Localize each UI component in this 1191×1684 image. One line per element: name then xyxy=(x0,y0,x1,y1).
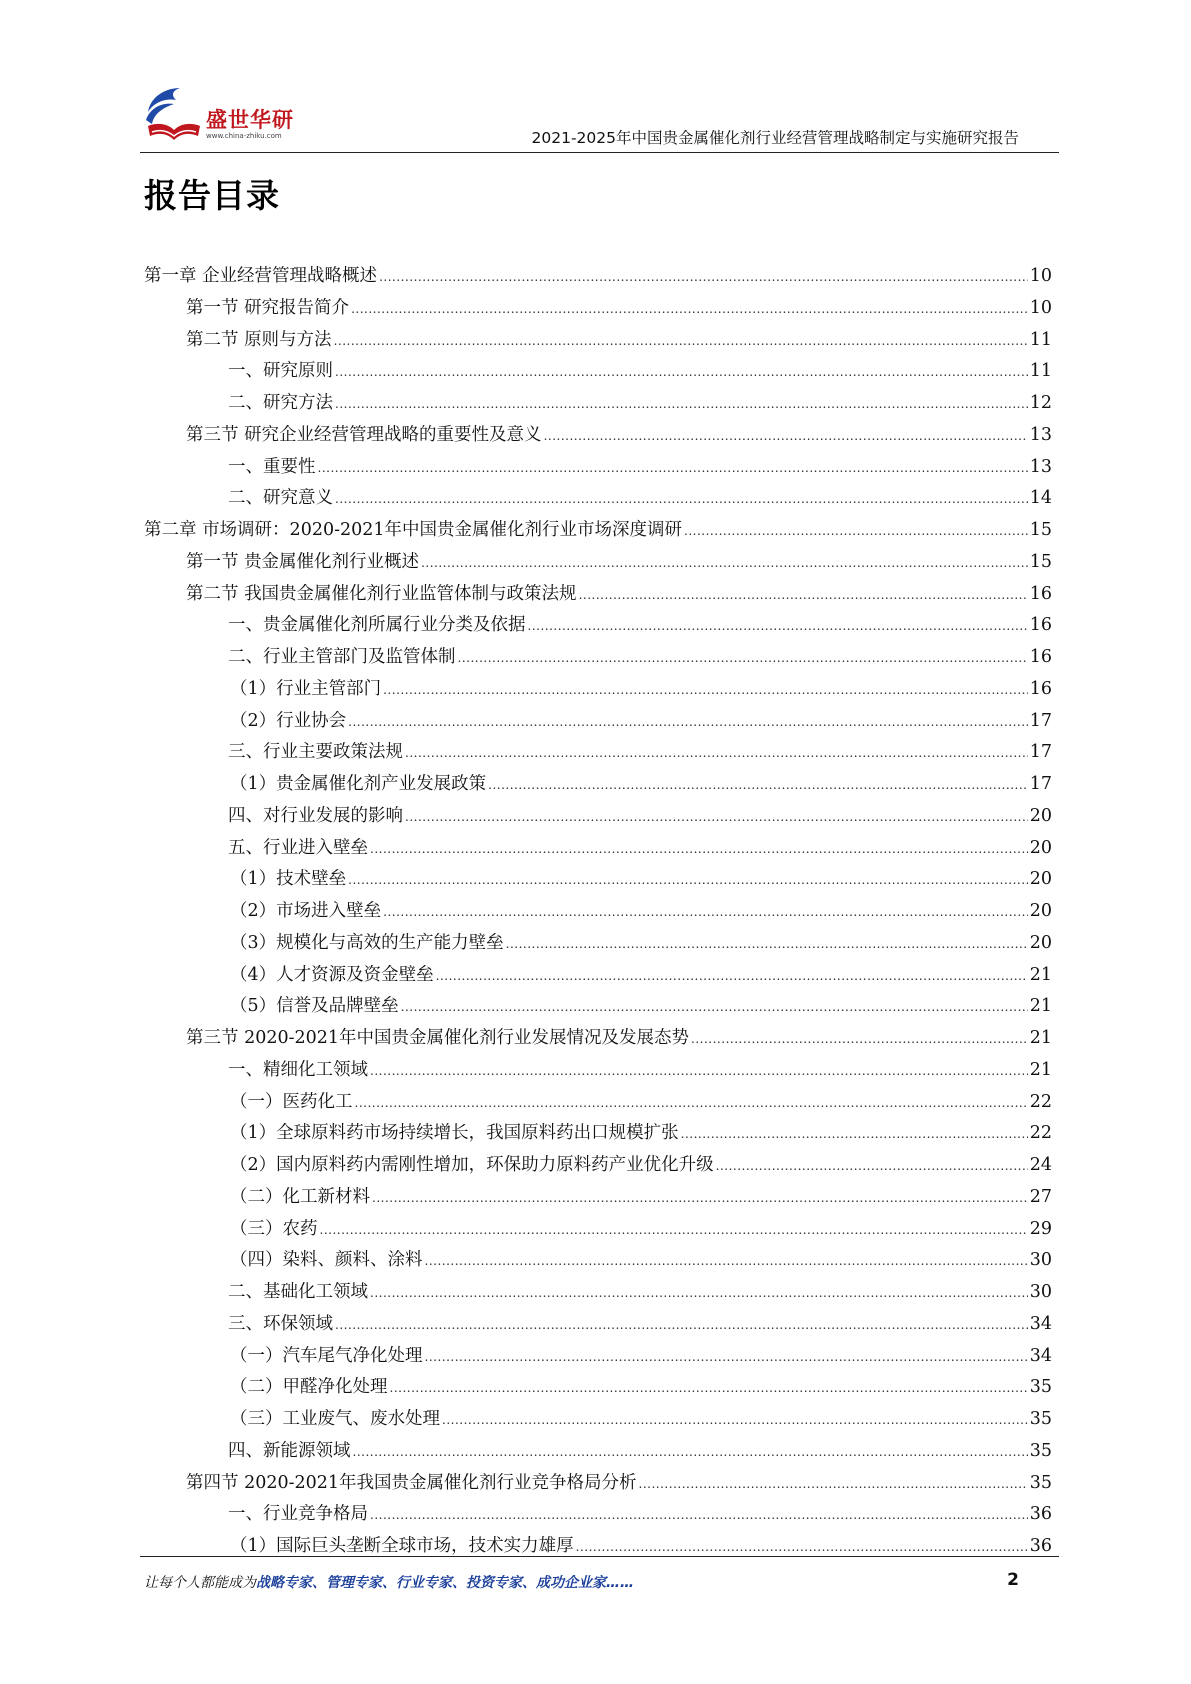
toc-entry-page: 17 xyxy=(1029,774,1052,794)
toc-dot-leader xyxy=(370,1057,1028,1085)
toc-entry-title: 第一章 企业经营管理战略概述 xyxy=(144,266,378,286)
table-of-contents xyxy=(144,262,1052,1564)
toc-entry[interactable] xyxy=(144,865,1052,897)
toc-entry-page: 24 xyxy=(1029,1155,1052,1175)
toc-dot-leader xyxy=(355,1089,1028,1117)
toc-entry-title: （3）规模化与高效的生产能力壁垒 xyxy=(230,932,504,953)
toc-entry-page: 21 xyxy=(1029,1059,1052,1080)
toc-dot-leader xyxy=(390,1374,1028,1402)
toc-dot-leader xyxy=(335,358,1028,386)
toc-entry-title: 第四节 2020-2021年我国贵金属催化剂行业竞争格局分析 xyxy=(186,1472,637,1493)
toc-entry-title: （4）人才资源及资金壁垒 xyxy=(230,964,434,985)
toc-entry[interactable] xyxy=(144,1405,1052,1437)
toc-dot-leader xyxy=(335,390,1028,418)
toc-entry[interactable] xyxy=(144,516,1052,548)
toc-entry-page: 21 xyxy=(1029,1028,1052,1048)
toc-entry[interactable] xyxy=(144,1151,1052,1183)
toc-dot-leader xyxy=(681,1120,1028,1148)
toc-dot-leader xyxy=(425,1247,1028,1275)
toc-entry-page: 30 xyxy=(1029,1282,1052,1302)
toc-dot-leader xyxy=(405,739,1028,767)
toc-entry[interactable] xyxy=(144,1532,1052,1564)
toc-dot-leader xyxy=(383,898,1028,926)
toc-entry-title: 四、新能源领域 xyxy=(228,1440,351,1461)
toc-heading: 报告目录 xyxy=(144,176,280,215)
toc-entry-page: 34 xyxy=(1029,1313,1052,1334)
toc-entry-page: 21 xyxy=(1029,996,1052,1017)
footer-slogan xyxy=(144,1572,634,1592)
toc-entry-page: 36 xyxy=(1029,1504,1052,1525)
logo-name: 盛世华研 xyxy=(206,108,294,132)
toc-entry-page: 16 xyxy=(1029,647,1052,667)
toc-entry-title: （1）全球原料药市场持续增长，我国原料药出口规模扩张 xyxy=(230,1123,679,1144)
toc-dot-leader xyxy=(320,1216,1028,1244)
toc-entry-page: 35 xyxy=(1029,1377,1052,1398)
toc-dot-leader xyxy=(335,1311,1028,1339)
toc-entry-title: 二、行业主管部门及监管体制 xyxy=(228,647,456,667)
toc-entry[interactable] xyxy=(144,1469,1052,1501)
company-logo xyxy=(140,82,310,148)
toc-entry[interactable] xyxy=(144,580,1052,612)
toc-entry-title: 一、行业竞争格局 xyxy=(228,1504,368,1525)
report-title: 2021-2025年中国贵金属催化剂行业经营管理战略制定与实施研究报告 xyxy=(531,129,1019,147)
toc-entry[interactable] xyxy=(144,389,1052,421)
toc-entry-page: 35 xyxy=(1029,1409,1052,1429)
toc-entry[interactable] xyxy=(144,1088,1052,1120)
toc-entry[interactable] xyxy=(144,961,1052,993)
toc-dot-leader xyxy=(442,1406,1028,1434)
toc-dot-leader xyxy=(348,708,1028,736)
toc-dot-leader xyxy=(379,263,1028,291)
toc-entry-page: 20 xyxy=(1029,837,1052,858)
toc-entry-title: （一）汽车尾气净化处理 xyxy=(230,1345,423,1366)
toc-entry[interactable] xyxy=(144,262,1052,294)
toc-entry[interactable] xyxy=(144,707,1052,739)
toc-entry-page: 14 xyxy=(1029,488,1052,509)
toc-dot-leader xyxy=(716,1152,1028,1180)
toc-entry-title: 第二节 我国贵金属催化剂行业监管体制与政策法规 xyxy=(186,583,577,604)
toc-entry[interactable] xyxy=(144,1373,1052,1405)
toc-entry-page: 21 xyxy=(1029,964,1052,985)
toc-dot-leader xyxy=(370,1279,1028,1307)
toc-entry-title: 第一节 研究报告简介 xyxy=(186,297,350,318)
toc-entry-title: 二、基础化工领域 xyxy=(228,1282,368,1302)
toc-entry-page: 30 xyxy=(1029,1250,1052,1271)
toc-entry-title: 一、贵金属催化剂所属行业分类及依据 xyxy=(228,615,526,636)
footer-divider xyxy=(140,1556,1059,1557)
toc-entry-title: 四、对行业发展的影响 xyxy=(228,805,403,826)
toc-entry[interactable] xyxy=(144,1246,1052,1278)
toc-entry-page: 22 xyxy=(1029,1091,1052,1112)
toc-dot-leader xyxy=(691,1025,1028,1053)
toc-entry[interactable] xyxy=(144,834,1052,866)
toc-entry-page: 29 xyxy=(1029,1218,1052,1239)
toc-dot-leader xyxy=(421,549,1028,577)
toc-entry-title: （三）工业废气、废水处理 xyxy=(230,1409,440,1429)
toc-dot-leader xyxy=(488,771,1028,799)
toc-entry[interactable] xyxy=(144,294,1052,326)
toc-dot-leader xyxy=(351,295,1028,323)
toc-dot-leader xyxy=(458,644,1028,672)
toc-entry-page: 20 xyxy=(1029,901,1052,921)
toc-entry-page: 11 xyxy=(1029,361,1052,382)
toc-entry-title: （2）市场进入壁垒 xyxy=(230,901,382,921)
toc-entry-title: 二、研究方法 xyxy=(228,393,333,413)
toc-dot-leader xyxy=(348,866,1028,894)
toc-entry-title: （二）甲醛净化处理 xyxy=(230,1377,388,1398)
toc-entry-title: （1）技术壁垒 xyxy=(230,869,347,890)
toc-entry-title: 三、环保领域 xyxy=(228,1313,333,1334)
toc-dot-leader xyxy=(335,485,1028,513)
toc-entry-title: （2）行业协会 xyxy=(230,710,347,731)
toc-entry-page: 16 xyxy=(1029,615,1052,636)
toc-dot-leader xyxy=(401,993,1028,1021)
toc-entry[interactable] xyxy=(144,484,1052,516)
toc-entry-page: 13 xyxy=(1029,456,1052,477)
toc-entry[interactable] xyxy=(144,1183,1052,1215)
toc-entry[interactable] xyxy=(144,326,1052,358)
toc-dot-leader xyxy=(405,803,1028,831)
toc-entry[interactable] xyxy=(144,929,1052,961)
toc-entry-title: 第三节 2020-2021年中国贵金属催化剂行业发展情况及发展态势 xyxy=(186,1028,690,1048)
toc-entry-title: 二、研究意义 xyxy=(228,488,333,509)
toc-entry-title: （1）行业主管部门 xyxy=(230,678,382,699)
toc-entry-page: 35 xyxy=(1029,1440,1052,1461)
toc-entry-title: 一、研究原则 xyxy=(228,361,333,382)
toc-entry[interactable] xyxy=(144,1278,1052,1310)
header-divider xyxy=(140,152,1059,153)
toc-entry-page: 15 xyxy=(1029,551,1052,572)
toc-entry[interactable] xyxy=(144,421,1052,453)
slogan-highlight: 战略专家、管理专家、行业专家、投资专家、成功企业家…… xyxy=(256,1575,634,1591)
toc-entry-title: 五、行业进入壁垒 xyxy=(228,837,368,858)
toc-entry[interactable] xyxy=(144,453,1052,485)
toc-entry-page: 16 xyxy=(1029,678,1052,699)
toc-entry[interactable] xyxy=(144,1024,1052,1056)
toc-entry-page: 10 xyxy=(1029,297,1052,318)
logo-url: www.china-zhiku.com xyxy=(206,132,282,140)
toc-entry[interactable] xyxy=(144,675,1052,707)
toc-dot-leader xyxy=(639,1470,1028,1498)
toc-entry-page: 27 xyxy=(1029,1186,1052,1207)
toc-entry-title: 第二节 原则与方法 xyxy=(186,329,332,350)
toc-entry[interactable] xyxy=(144,1500,1052,1532)
toc-dot-leader xyxy=(579,581,1028,609)
toc-entry-title: （二）化工新材料 xyxy=(230,1186,370,1207)
toc-dot-leader xyxy=(425,1343,1028,1371)
toc-entry-page: 13 xyxy=(1029,424,1052,445)
toc-entry-page: 34 xyxy=(1029,1345,1052,1366)
toc-entry-page: 17 xyxy=(1029,710,1052,731)
toc-entry-title: （2）国内原料药内需刚性增加，环保助力原料药产业优化升级 xyxy=(230,1155,714,1175)
toc-entry-title: 第三节 研究企业经营管理战略的重要性及意义 xyxy=(186,424,542,445)
toc-entry[interactable] xyxy=(144,1056,1052,1088)
toc-entry-title: 一、精细化工领域 xyxy=(228,1059,368,1080)
toc-dot-leader xyxy=(436,962,1028,990)
page-number: 2 xyxy=(1007,1570,1019,1590)
toc-dot-leader xyxy=(334,327,1028,355)
toc-entry-page: 36 xyxy=(1029,1536,1052,1556)
toc-entry-page: 16 xyxy=(1029,583,1052,604)
toc-dot-leader xyxy=(318,454,1028,482)
toc-dot-leader xyxy=(684,517,1028,545)
toc-entry-page: 20 xyxy=(1029,805,1052,826)
toc-entry[interactable] xyxy=(144,548,1052,580)
toc-dot-leader xyxy=(506,930,1028,958)
toc-entry[interactable] xyxy=(144,897,1052,929)
toc-entry[interactable] xyxy=(144,611,1052,643)
toc-entry-title: （四）染料、颜料、涂料 xyxy=(230,1250,423,1271)
toc-entry-title: 第一节 贵金属催化剂行业概述 xyxy=(186,551,420,572)
toc-entry-page: 20 xyxy=(1029,932,1052,953)
toc-entry[interactable] xyxy=(144,643,1052,675)
toc-dot-leader xyxy=(383,676,1028,704)
toc-dot-leader xyxy=(370,835,1028,863)
toc-entry-title: 一、重要性 xyxy=(228,456,316,477)
toc-entry[interactable] xyxy=(144,1342,1052,1374)
toc-entry[interactable] xyxy=(144,992,1052,1024)
toc-entry-title: 第二章 市场调研：2020-2021年中国贵金属催化剂行业市场深度调研 xyxy=(144,520,683,540)
slogan-prefix: 让每个人都能成为 xyxy=(144,1575,256,1591)
toc-dot-leader xyxy=(353,1438,1028,1466)
toc-entry-page: 35 xyxy=(1029,1472,1052,1493)
toc-dot-leader xyxy=(372,1184,1028,1212)
toc-entry[interactable] xyxy=(144,738,1052,770)
toc-entry[interactable] xyxy=(144,1119,1052,1151)
toc-entry[interactable] xyxy=(144,1310,1052,1342)
toc-entry-title: （1）贵金属催化剂产业发展政策 xyxy=(230,774,487,794)
toc-dot-leader xyxy=(544,422,1028,450)
toc-entry-page: 22 xyxy=(1029,1123,1052,1144)
toc-entry-title: 三、行业主要政策法规 xyxy=(228,742,403,763)
toc-entry[interactable] xyxy=(144,1437,1052,1469)
toc-dot-leader xyxy=(528,612,1028,640)
toc-entry-page: 17 xyxy=(1029,742,1052,763)
toc-entry-title: （一）医药化工 xyxy=(230,1091,353,1112)
toc-entry-page: 15 xyxy=(1029,520,1052,540)
toc-entry-title: （1）国际巨头垄断全球市场，技术实力雄厚 xyxy=(230,1536,574,1556)
toc-entry[interactable] xyxy=(144,357,1052,389)
toc-entry-page: 20 xyxy=(1029,869,1052,890)
toc-entry-page: 12 xyxy=(1029,393,1052,413)
toc-entry[interactable] xyxy=(144,1215,1052,1247)
toc-entry-title: （三）农药 xyxy=(230,1218,318,1239)
toc-entry[interactable] xyxy=(144,770,1052,802)
toc-entry[interactable] xyxy=(144,802,1052,834)
toc-entry-title: （5）信誉及品牌壁垒 xyxy=(230,996,399,1017)
logo-swoosh-icon xyxy=(140,82,206,148)
toc-entry-page: 10 xyxy=(1029,266,1052,286)
toc-entry-page: 11 xyxy=(1029,329,1052,350)
toc-dot-leader xyxy=(370,1501,1028,1529)
